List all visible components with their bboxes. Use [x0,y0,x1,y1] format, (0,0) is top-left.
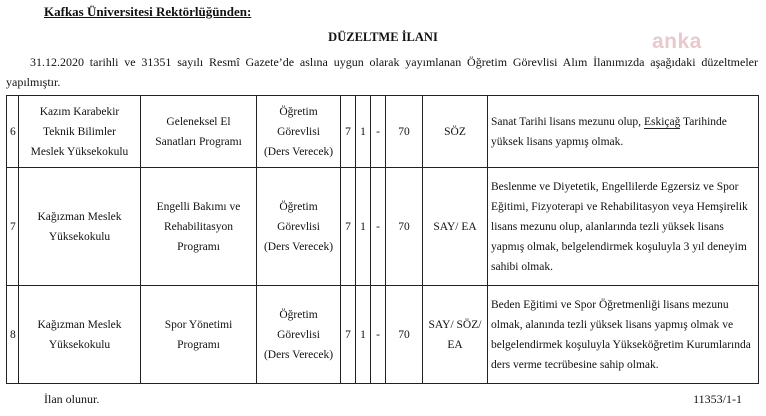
position-cell [257,96,341,168]
dash-cell: - [371,286,386,384]
program-line: Programı [177,240,220,253]
program-line: Spor Yönetimi [164,318,233,331]
requirement-text: Tarihinde yüksek lisans yapmış olmak. [491,115,727,148]
correction-table [6,95,759,384]
institution-header: Kafkas Üniversitesi Rektörlüğünden: [44,4,252,19]
position-line: Görevlisi [277,125,320,138]
position-line: Görevlisi [277,220,320,233]
unit-line: Kağızman Meslek [37,318,122,331]
table-row [7,286,759,384]
position-line: Öğretim [279,308,318,321]
unit-line: Yüksekokulu [48,230,111,243]
degree-cell: 7 [341,168,356,286]
unit-cell [19,96,141,168]
program-cell [141,96,257,168]
degree-cell: 7 [341,286,356,384]
position-line: Öğretim [279,105,318,118]
unit-line: Meslek Yüksekokulu [30,145,129,158]
position-line: Görevlisi [277,328,320,341]
score-cell: 70 [386,286,423,384]
unit-cell [19,168,141,286]
exam-cell [423,286,488,384]
closing-text: İlan olunur. [44,392,100,406]
unit-line: Kazım Karabekir [39,105,120,118]
notice-reference: 11353/1-1 [693,392,742,406]
row-number: 6 [7,96,19,168]
program-line: Programı [177,338,220,351]
position-cell [257,168,341,286]
unit-cell [19,286,141,384]
quota-cell: 1 [356,96,371,168]
table-row [7,168,759,286]
highlighted-word: Eskiçağ [643,115,681,128]
row-number: 7 [7,168,19,286]
program-line: Geleneksel El [166,115,231,128]
anka-watermark: anka [652,30,702,53]
requirement-cell: Beden Eğitimi ve Spor Öğretmenliği lisans mezunu olmak, alanında tezli yüksek lisans yapmış olmak ve belgelendirmek koşuluyla Yükseköğretim Kurumlarında ders verme tecrübesine sahip olmak. [488,286,759,384]
program-line: Sanatları Programı [155,135,242,148]
table-row [7,96,759,168]
intro-paragraph: 31.12.2020 tarihli ve 31351 sayılı Resmî Gazete’de aslına uygun olarak yayımlanan Öğretim Görevlisi Alım İlanımızda aşağıdaki düzeltmeler yapılmıştır. [6,55,758,89]
position-line: (Ders Verecek) [263,240,334,253]
exam-line: SAY/ SÖZ/ [428,318,482,331]
program-line: Engelli Bakımı ve [156,200,241,213]
exam-cell [423,168,488,286]
quota-cell: 1 [356,286,371,384]
exam-line: EA [447,338,463,351]
requirement-cell: Beslenme ve Diyetetik, Engellilerde Egzersiz ve Spor Eğitimi, Fizyoterapi ve Rehabilitasyon veya Hemşirelik lisans mezunu olup, alanlarında tezli yüksek lisans yapmış olmak, belgelendirmek koşuluyla 3 yıl deneyim sahibi olmak. [488,168,759,286]
program-line: Rehabilitasyon [164,220,233,233]
notice-title: DÜZELTME İLANI [328,30,438,44]
unit-line: Yüksekokulu [48,338,111,351]
dash-cell: - [371,168,386,286]
exam-line: SÖZ [444,125,466,138]
position-line: (Ders Verecek) [263,145,334,158]
unit-line: Kağızman Meslek [37,210,122,223]
position-line: Öğretim [279,200,318,213]
score-cell: 70 [386,96,423,168]
dash-cell: - [371,96,386,168]
position-cell [257,286,341,384]
requirement-text: Sanat Tarihi lisans mezunu olup, [491,115,644,128]
unit-line: Teknik Bilimler [43,125,116,138]
row-number: 8 [7,286,19,384]
program-cell [141,168,257,286]
quota-cell: 1 [356,168,371,286]
degree-cell: 7 [341,96,356,168]
program-cell [141,286,257,384]
position-line: (Ders Verecek) [263,348,334,361]
exam-line: SAY/ EA [433,220,477,233]
exam-cell [423,96,488,168]
score-cell: 70 [386,168,423,286]
requirement-cell [488,96,759,168]
